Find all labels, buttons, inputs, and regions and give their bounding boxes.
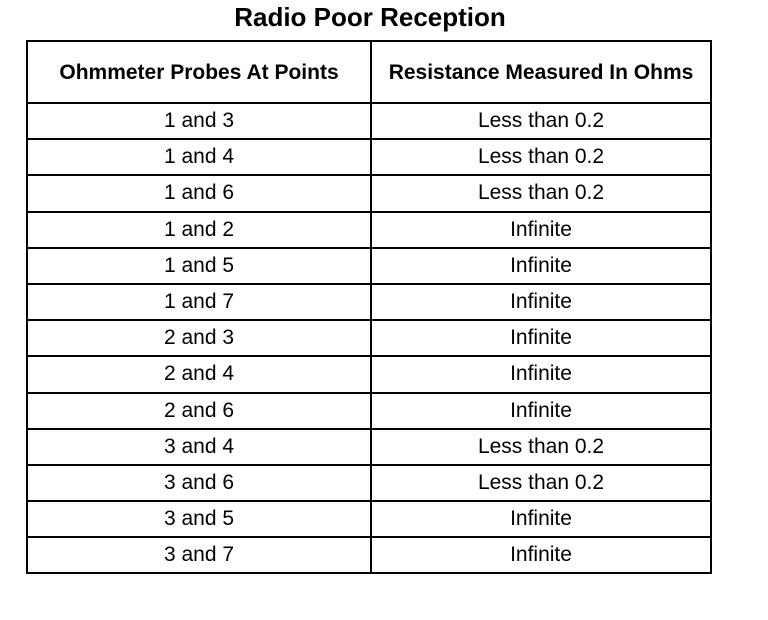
probe-points-cell: 2 and 4 — [27, 356, 371, 392]
table-row — [27, 393, 711, 429]
page-title: Radio Poor Reception — [234, 2, 506, 32]
resistance-cell: Infinite — [371, 248, 711, 284]
table-row — [27, 103, 711, 139]
probe-points-cell: 3 and 5 — [27, 501, 371, 537]
resistance-cell: Infinite — [371, 212, 711, 248]
probe-points-cell: 3 and 7 — [27, 537, 371, 573]
resistance-cell: Infinite — [371, 537, 711, 573]
table-row — [27, 465, 711, 501]
resistance-cell: Infinite — [371, 320, 711, 356]
resistance-cell: Infinite — [371, 356, 711, 392]
resistance-cell: Less than 0.2 — [371, 139, 711, 175]
table-row — [27, 139, 711, 175]
resistance-cell: Infinite — [371, 284, 711, 320]
resistance-cell: Infinite — [371, 393, 711, 429]
table-header-row — [27, 41, 711, 103]
probe-points-cell: 3 and 6 — [27, 465, 371, 501]
resistance-cell: Less than 0.2 — [371, 103, 711, 139]
table-row — [27, 356, 711, 392]
table-row — [27, 284, 711, 320]
table-row — [27, 248, 711, 284]
table-row — [27, 537, 711, 573]
probe-points-cell: 1 and 7 — [27, 284, 371, 320]
table-row — [27, 175, 711, 211]
resistance-cell: Less than 0.2 — [371, 175, 711, 211]
probe-points-cell: 1 and 3 — [27, 103, 371, 139]
probe-points-cell: 1 and 4 — [27, 139, 371, 175]
resistance-cell: Less than 0.2 — [371, 465, 711, 501]
probe-points-cell: 1 and 2 — [27, 212, 371, 248]
probe-points-cell: 2 and 6 — [27, 393, 371, 429]
column-header-probe-points: Ohmmeter Probes At Points — [27, 41, 371, 103]
resistance-cell: Infinite — [371, 501, 711, 537]
probe-points-cell: 3 and 4 — [27, 429, 371, 465]
resistance-table — [26, 40, 712, 574]
table-row — [27, 212, 711, 248]
table-row — [27, 320, 711, 356]
table-row — [27, 429, 711, 465]
probe-points-cell: 2 and 3 — [27, 320, 371, 356]
probe-points-cell: 1 and 6 — [27, 175, 371, 211]
column-header-resistance: Resistance Measured In Ohms — [371, 41, 711, 103]
resistance-cell: Less than 0.2 — [371, 429, 711, 465]
probe-points-cell: 1 and 5 — [27, 248, 371, 284]
table-row — [27, 501, 711, 537]
